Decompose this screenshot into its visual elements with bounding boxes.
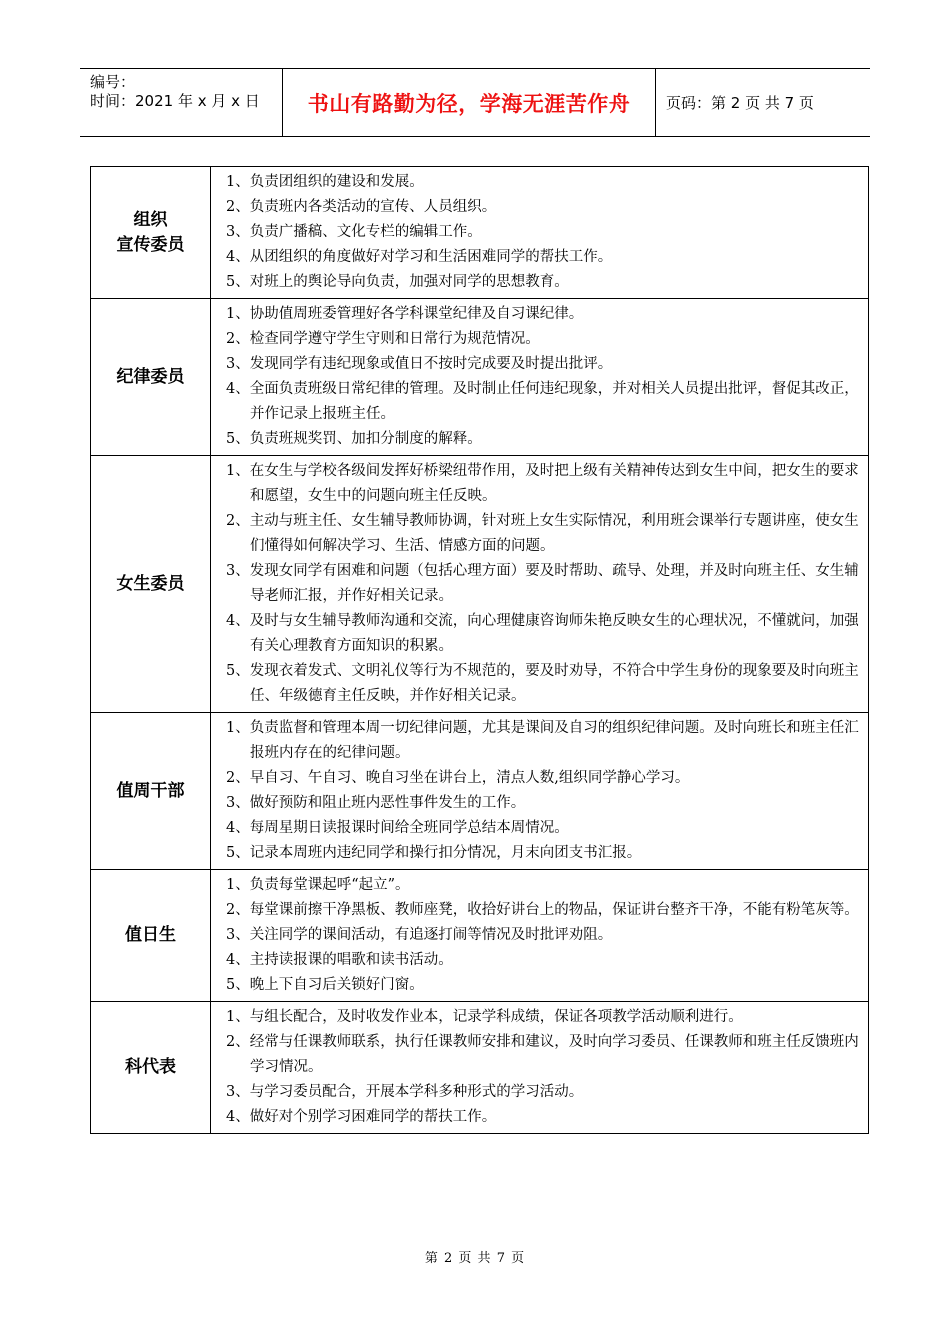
duty-item: 1、负责每堂课起呼“起立”。 xyxy=(226,877,410,893)
duty-item: 3、负责广播稿、文化专栏的编辑工作。 xyxy=(226,224,482,240)
duty-item: 5、晚上下自习后关锁好门窗。 xyxy=(226,977,424,993)
duty-item: 4、全面负责班级日常纪律的管理。及时制止任何违纪现象，并对相关人员提出批评，督促其改正，并作记录上报班主任。 xyxy=(226,381,859,422)
role-duties-cell xyxy=(211,167,869,299)
role-row xyxy=(91,299,869,456)
role-duties-cell xyxy=(211,456,869,713)
role-row xyxy=(91,1002,869,1134)
duty-item: 1、负责监督和管理本周一切纪律问题，尤其是课间及自习的组织纪律问题。及时向班长和班主任汇报班内存在的纪律问题。 xyxy=(226,720,859,761)
role-duties-cell xyxy=(211,299,869,456)
duty-item: 3、发现女同学有困难和问题（包括心理方面）要及时帮助、疏导、处理，并及时向班主任、女生辅导老师汇报，并作好相关记录。 xyxy=(226,563,859,604)
role-name-cell xyxy=(91,713,211,870)
role-name-line: 值日生 xyxy=(125,925,176,945)
duty-item: 1、负责团组织的建设和发展。 xyxy=(226,174,424,190)
role-name-cell xyxy=(91,1002,211,1134)
duty-item: 4、主持读报课的唱歌和读书活动。 xyxy=(226,952,453,968)
duty-item: 2、早自习、午自习、晚自习坐在讲台上，清点人数,组织同学静心学习。 xyxy=(226,770,690,786)
header-meta xyxy=(80,69,282,136)
role-duties-cell xyxy=(211,870,869,1002)
role-name-line: 女生委员 xyxy=(116,573,185,594)
duty-item: 1、在女生与学校各级间发挥好桥梁纽带作用，及时把上级有关精神传达到女生中间，把女生的要求和愿望，女生中的问题向班主任反映。 xyxy=(226,463,859,504)
duty-item: 2、负责班内各类活动的宣传、人员组织。 xyxy=(226,199,497,215)
duty-item: 4、从团组织的角度做好对学习和生活困难同学的帮扶工作。 xyxy=(226,249,613,265)
header-motto: 书山有路勤为径，学海无涯苦作舟 xyxy=(282,69,656,136)
header-page-number: 页码：第 2 页 共 7 页 xyxy=(666,94,814,112)
document-time-label: 时间：2021 年 x 月 x 日 xyxy=(90,92,260,110)
duty-item: 3、做好预防和阻止班内恶性事件发生的工作。 xyxy=(226,795,526,811)
duty-item: 4、每周星期日读报课时间给全班同学总结本周情况。 xyxy=(226,820,569,836)
duty-item: 1、协助值周班委管理好各学科课堂纪律及自习课纪律。 xyxy=(226,306,584,322)
duty-item: 5、发现衣着发式、文明礼仪等行为不规范的，要及时劝导，不符合中学生身份的现象要及时向班主任、年级德育主任反映，并作好相关记录。 xyxy=(226,663,859,704)
role-name-line: 宣传委员 xyxy=(116,234,185,255)
role-name-cell xyxy=(91,299,211,456)
role-duties-cell xyxy=(211,713,869,870)
duty-item: 3、与学习委员配合，开展本学科多种形式的学习活动。 xyxy=(226,1084,584,1100)
role-row xyxy=(91,713,869,870)
role-duties-cell xyxy=(211,1002,869,1134)
duty-item: 3、关注同学的课间活动，有追逐打闹等情况及时批评劝阻。 xyxy=(226,927,613,943)
duty-item: 2、每堂课前擦干净黑板、教师座凳，收拾好讲台上的物品，保证讲台整齐干净，不能有粉笔灰等。 xyxy=(226,902,859,918)
duty-item: 2、经常与任课教师联系，执行任课教师安排和建议，及时向学习委员、任课教师和班主任反馈班内学习情况。 xyxy=(226,1034,859,1075)
page-footer: 第 2 页 共 7 页 xyxy=(424,1251,526,1266)
role-row xyxy=(91,870,869,1002)
role-name-line: 组织 xyxy=(133,209,168,230)
duty-item: 2、检查同学遵守学生守则和日常行为规范情况。 xyxy=(226,331,540,347)
role-row xyxy=(91,456,869,713)
document-number-label: 编号： xyxy=(90,73,136,91)
duty-item: 2、主动与班主任、女生辅导教师协调，针对班上女生实际情况，利用班会课举行专题讲座，使女生们懂得如何解决学习、生活、情感方面的问题。 xyxy=(226,513,859,554)
duty-item: 5、对班上的舆论导向负责，加强对同学的思想教育。 xyxy=(226,274,569,290)
duty-item: 1、与组长配合，及时收发作业本，记录学科成绩，保证各项教学活动顺利进行。 xyxy=(226,1009,743,1025)
duty-item: 5、负责班规奖罚、加扣分制度的解释。 xyxy=(226,431,482,447)
role-name-line: 值周干部 xyxy=(116,780,185,801)
role-name-cell xyxy=(91,167,211,299)
duty-item: 5、记录本周班内违纪同学和操行扣分情况，月末向团支书汇报。 xyxy=(226,845,642,861)
role-name-cell xyxy=(91,870,211,1002)
role-name-line: 科代表 xyxy=(125,1057,176,1077)
duty-item: 4、做好对个别学习困难同学的帮扶工作。 xyxy=(226,1109,497,1125)
role-name-cell xyxy=(91,456,211,713)
duty-item: 3、发现同学有违纪现象或值日不按时完成要及时提出批评。 xyxy=(226,356,613,372)
role-name-line: 纪律委员 xyxy=(116,366,185,387)
duty-table xyxy=(90,166,869,1134)
role-row xyxy=(91,167,869,299)
page-header xyxy=(80,68,870,137)
duty-item: 4、及时与女生辅导教师沟通和交流，向心理健康咨询师朱艳反映女生的心理状况，不懂就问，加强有关心理教育方面知识的积累。 xyxy=(226,613,859,654)
